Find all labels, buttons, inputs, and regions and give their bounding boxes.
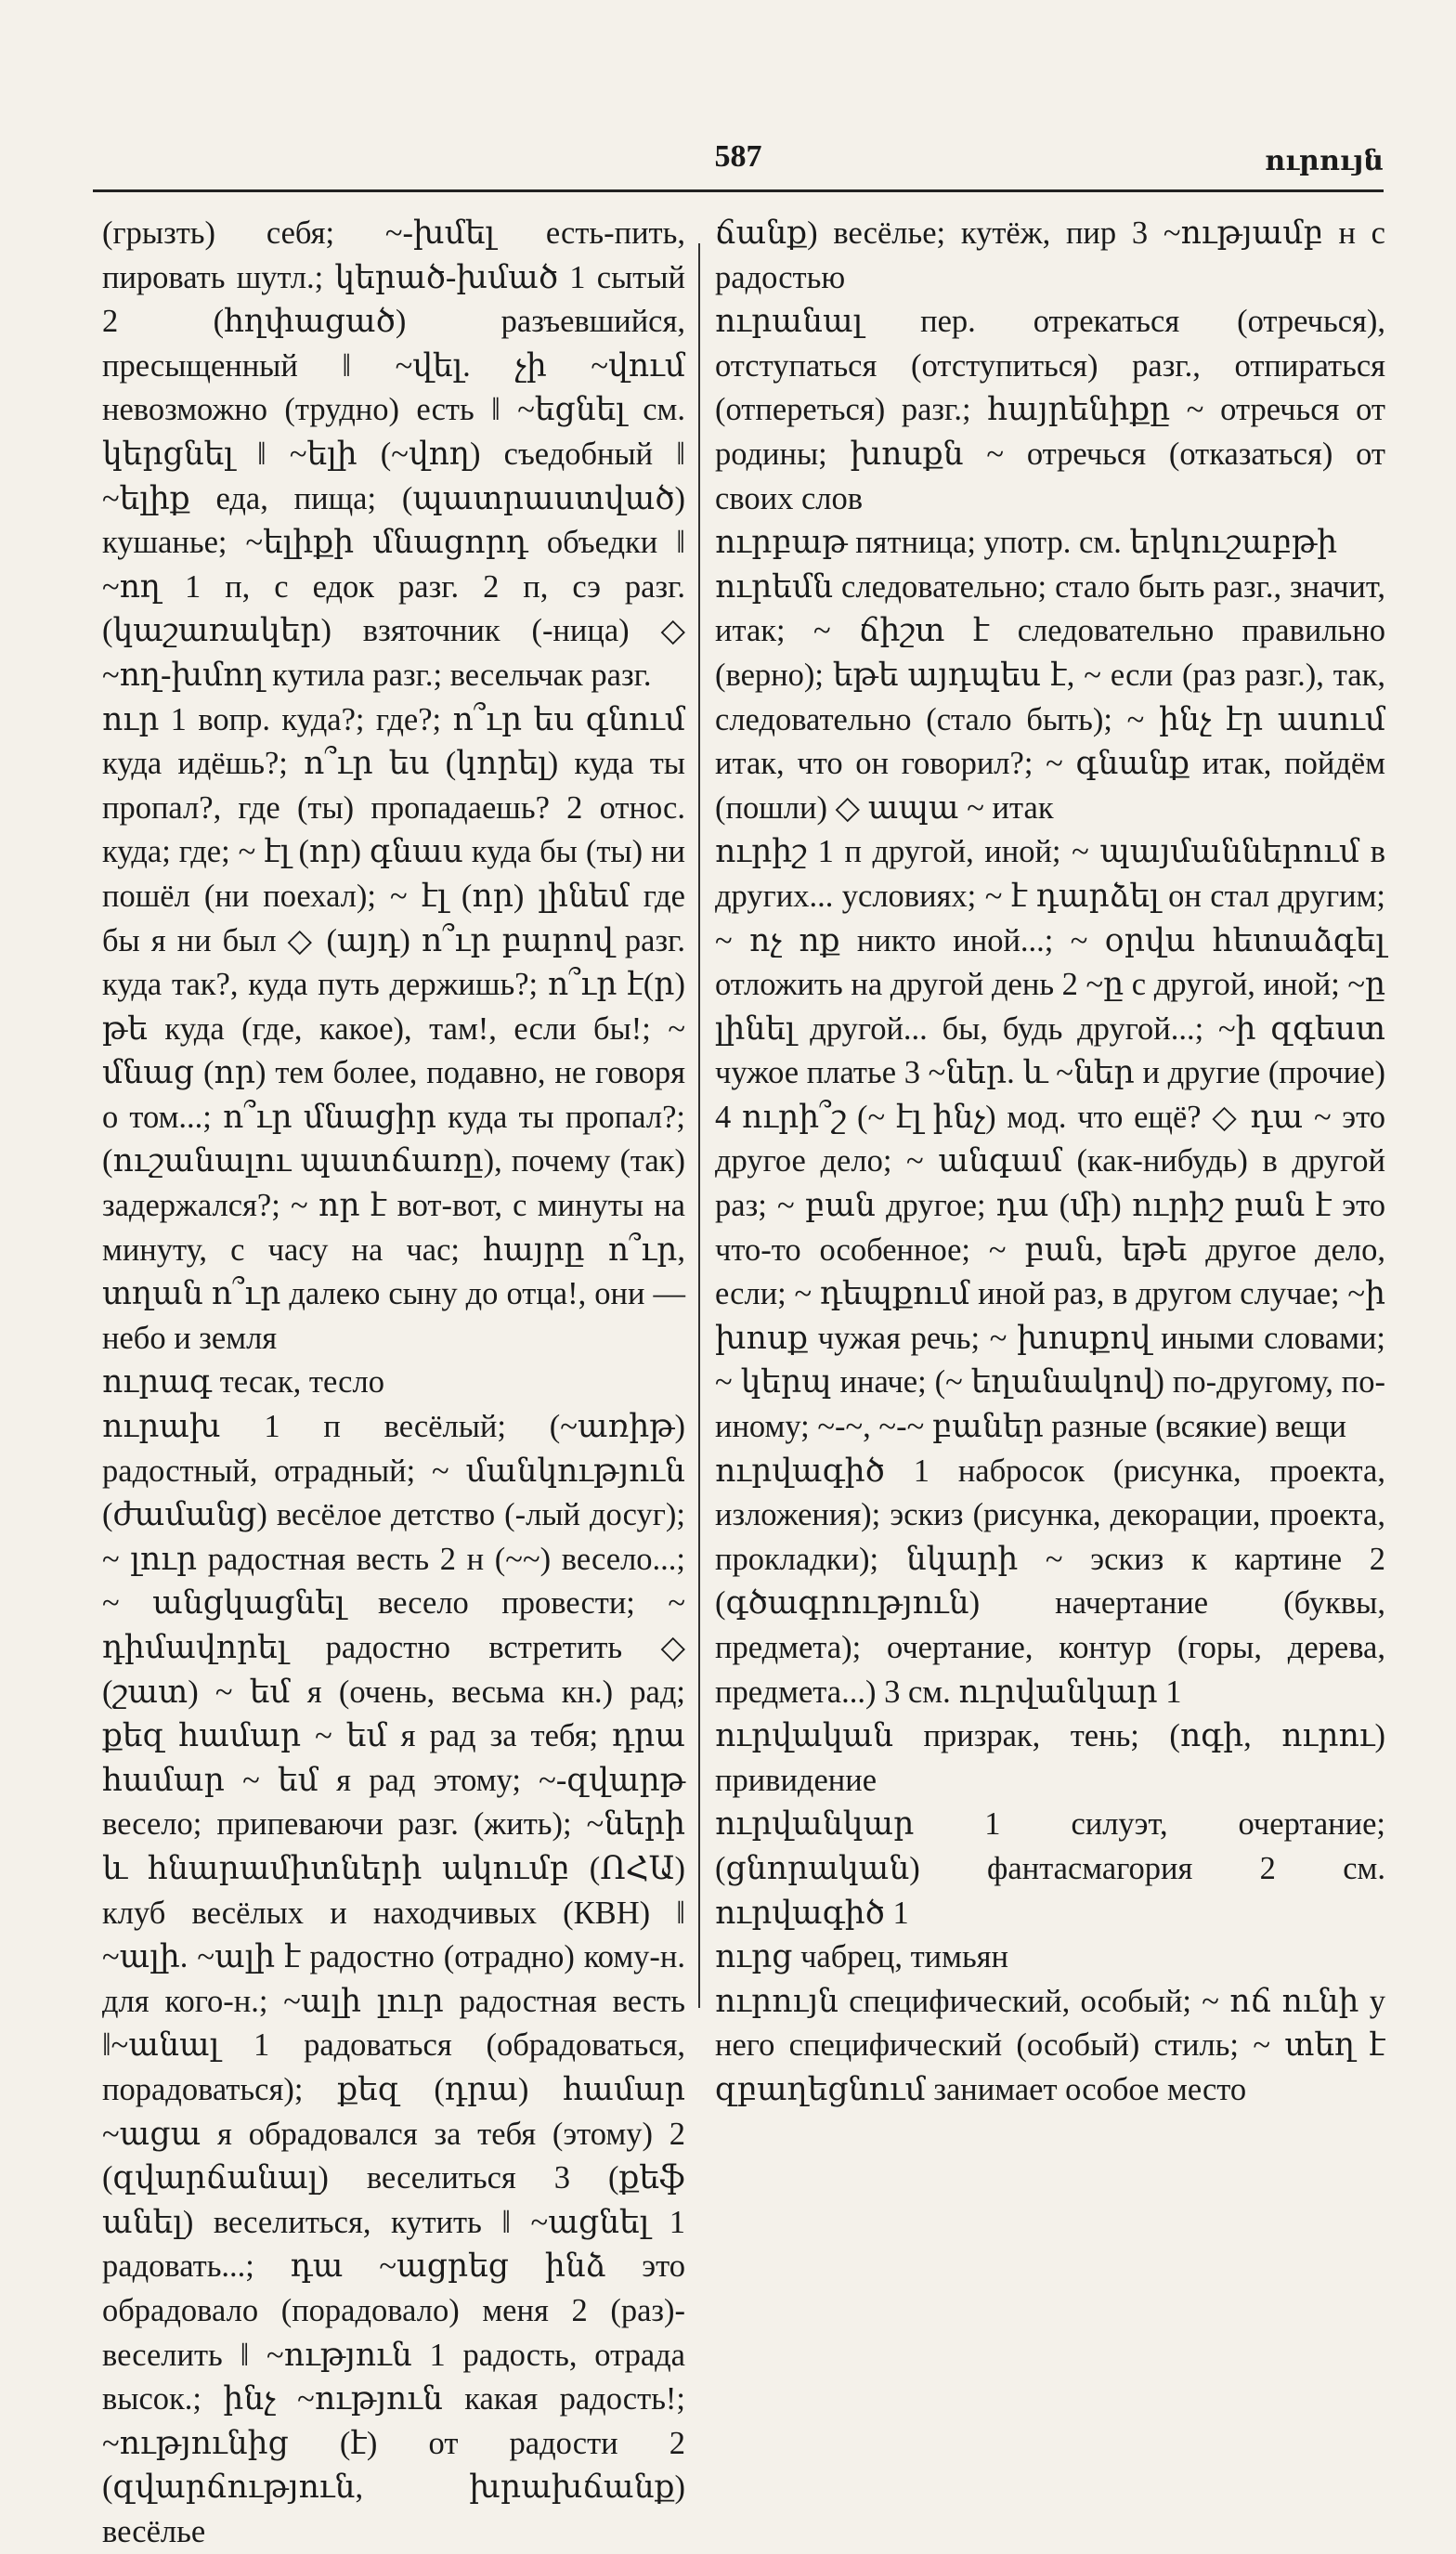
dictionary-entry: ուրույն специфический, особый; ~ ոճ ունի у него специфический (особый) стиль; ~ տեղ է զբաղեցնում занимает особое место [715,1983,1385,2107]
left-column [102,212,685,2549]
dictionary-entry: ուրվանկար 1 силуэт, очертание; (ցնորական) фантасмагория 2 см. ուրվագիծ 1 [715,1806,1385,1931]
dictionary-entry: ուրբաթ пятница; употр. см. երկուշաբթի [715,525,1338,561]
column-divider [698,243,700,2008]
dictionary-entry: ուրախ 1 п весёлый; (~առիթ) радостный, отрадный; ~ մանկություն (ժամանց) весёлое детство (-лый досуг); ~ լուր радостная весть 2 н (~~) весело...; ~ անցկացնել весело провести; ~ դիմավորել радостно встретить ◇ (շատ) ~ եմ я (очень, весьма кн.) рад; քեզ համար ~ եմ я рад за тебя; դրա համար ~ եմ я рад этому; ~-զվարթ весело; припеваючи разг. (жить); ~ների և հնարամիտների ակումբ (ՈՀԱ) клуб весёлых и находчивых (КВН) ‖ ~ալի. ~ալի է радостно (отрадно) кому-н. для кого-н.; ~ալի լուր радостная весть ‖~անալ 1 радоваться (обрадоваться, порадоваться); քեզ (դրա) համար ~ացա я обрадовался за тебя (этому) 2 (զվարճանալ) веселиться 3 (քեֆ անել) веселиться, кутить ‖ ~ացնել 1 радовать...; դա ~ացրեց ինձ это обрадовало (порадовало) меня 2 (раз)-веселить ‖ ~ություն 1 радость, отрада высок.; ինչ ~ություն какая радость!; ~ությունից (է) от радости 2 (զվարճություն, խրախճանք) весёлье [102,1409,685,2549]
dictionary-entry: ուրց чабрец, тимьян [715,1939,1009,1975]
right-column [715,212,1385,2199]
dictionary-entry: ճանք) весёлье; кутёж, пир 3 ~ությամբ н с радостью [715,215,1385,295]
dictionary-entry: ուրագ тесак, тесло [102,1364,384,1401]
dictionary-entry: (грызть) себя; ~-խմել есть-пить, пировать шутл.; կերած-խմած 1 сытый 2 (հղփացած) разъевшийся, пресыщенный ‖ ~վել. չի ~վում невозможно (трудно) есть ‖ ~եցնել см. կերցնել ‖ ~ելի (~վող) съедобный ‖ ~ելիք еда, пища; (պատրաստված) кушанье; ~ելիքի մնացորդ объедки ‖ ~ող 1 п, с едок разг. 2 п, сэ разг. (կաշառակեր) взяточник (-ница) ◇ ~ող-խմող кутила разг.; весельчак разг. [102,215,685,693]
running-head: ուրույն [1265,146,1384,176]
dictionary-entry: ուրվագիծ 1 набросок (рисунка, проекта, изложения); эскиз (рисунка, декорации, проекта, прокладки); նկարի ~ эскиз к картине 2 (գծագրություն) начертание (буквы, предмета); очертание, контур (горы, дерева, предмета...) 3 см. ուրվանկար 1 [715,1453,1385,1710]
dictionary-entry: ուրվական призрак, тень; (ոգի, ուրու) привидение [715,1718,1385,1798]
header-rule [93,189,1384,192]
dictionary-entry: ուրիշ 1 п другой, иной; ~ պայմաններում в других... условиях; ~ է դարձել он стал другим; ~ ոչ ոք никто иной...; ~ օրվա հետաձգել отложить на другой день 2 ~ը с другой, иной; ~ը լինել другой... бы, будь другой...; ~ի զգեստ чужое платье 3 ~ներ. և ~ներ и другие (прочие) 4 ուրի՞շ (~ էլ ինչ) мод. что ещё? ◇ դա ~ это другое дело; ~ անգամ (как-нибудь) в другой раз; ~ բան другое; դա (մի) ուրիշ բան է это что-то особенное; ~ բան, եթե другое дело, если; ~ դեպքում иной раз, в другом случае; ~ի խոսք чужая речь; ~ խոսքով иными словами; ~ կերպ иначе; (~ եղանակով) по-другому, по-иному; ~-~, ~-~ բաներ разные (всякие) вещи [715,834,1386,1445]
dictionary-entry: ուրանալ пер. отрекаться (отречься), отступаться (отступиться) разг., отпираться (отпереться) разг.; հայրենիքը ~ отречься от родины; խոսքն ~ отречься (отказаться) от своих слов [715,304,1385,516]
page-number: 587 [714,139,762,174]
dictionary-entry: ուր 1 вопр. куда?; где?; ո՞ւր ես գնում куда идёшь?; ո՞ւր ես (կորել) куда ты пропал?, где (ты) пропадаешь? 2 относ. куда; где; ~ էլ (որ) գնաս куда бы (ты) ни пошёл (ни поехал); ~ էլ (որ) լինեմ где бы я ни был ◇ (այդ) ո՞ւր բարով разг. куда так?, куда путь держишь?; ո՞ւր է(ր) թե куда (где, какое), там!, если бы!; ~ մնաց (որ) тем более, подавно, не говоря о том...; ո՞ւր մնացիր куда ты пропал?; (ուշանալու պատճառը), почему (так) задержался?; ~ որ է вот-вот, с минуты на минуту, с часу на час; հայրը ո՞ւր, տղան ո՞ւր далеко сыну до отца!, они — небо и земля [102,701,685,1356]
page-header [93,139,1384,186]
dictionary-entry: ուրեմն следовательно; стало быть разг., значит, итак; ~ ճիշտ է следовательно правильно (верно); եթե այդպես է, ~ если (раз разг.), так, следовательно (стало быть); ~ ինչ էր ասում итак, что он говорил?; ~ գնանք итак, пойдём (пошли) ◇ ապա ~ итак [715,568,1385,826]
